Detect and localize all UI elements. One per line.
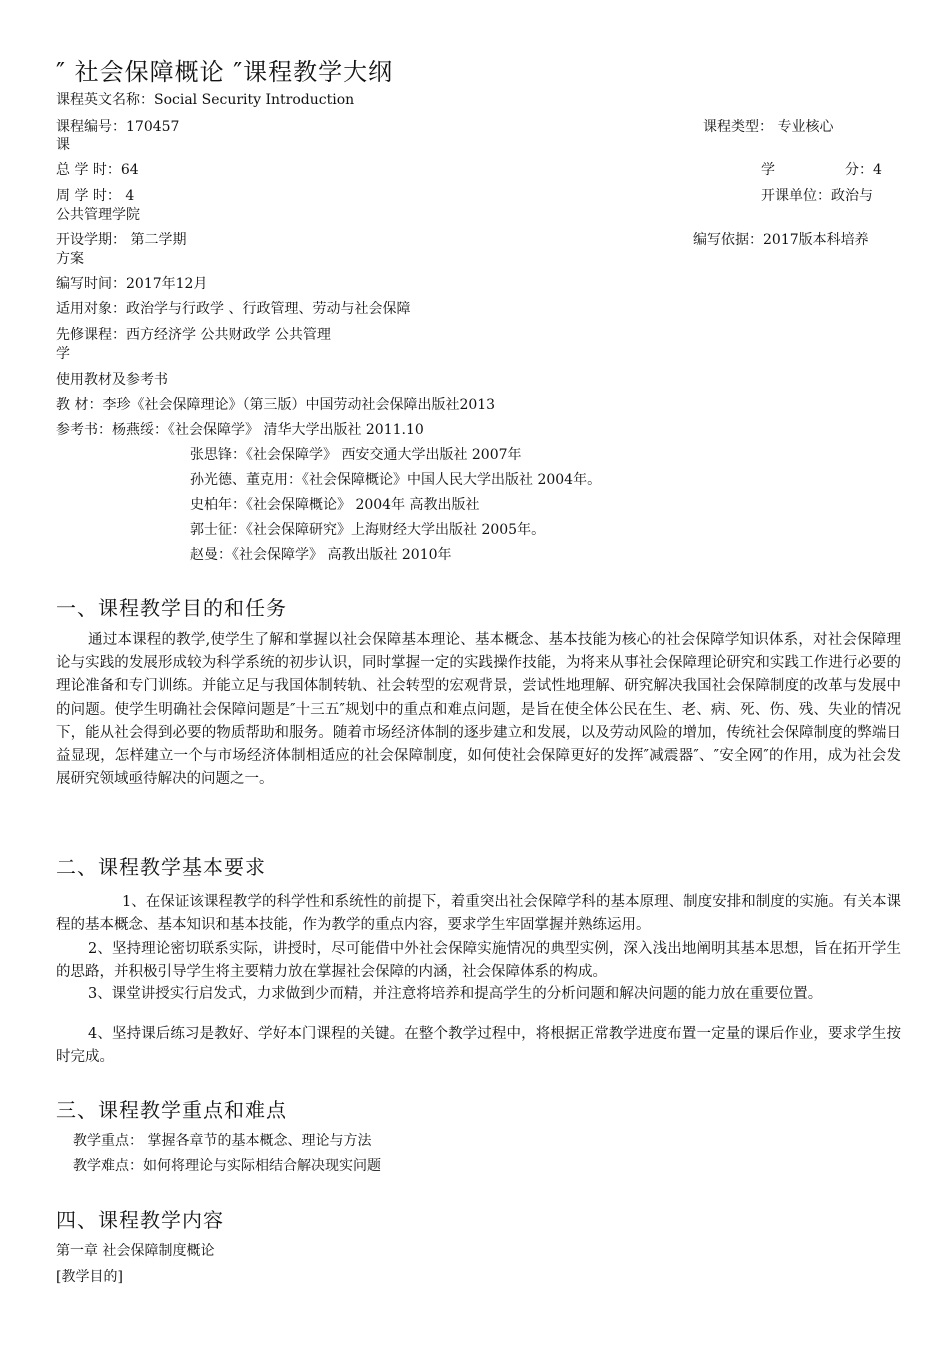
course-type: 课程类型： 专业核心 [703,119,834,135]
teaching-goal-label: [教学目的] [56,1269,123,1285]
written-date: 编写时间：2017年12月 [56,276,208,292]
english-name: 课程英文名称：Social Security Introduction [56,92,355,108]
credits-value: 分：4 [845,162,882,178]
course-type-wrap: 课 [56,137,70,153]
requirement-item: 3、课堂讲授实行启发式，力求做到少而精，并注意将培养和提高学生的分析问题和解决问题的能力放在重要位置。 [88,986,823,1002]
semester: 开设学期： 第二学期 [56,232,187,248]
course-code: 课程编号：170457 [56,119,180,135]
section-1-title: 一、课程教学目的和任务 [56,596,287,620]
writing-basis-wrap: 方案 [56,251,84,267]
reference-item: 郭士征：《社会保障研究》上海财经大学出版社 2005年。 [190,522,546,538]
teaching-difficulties: 教学难点：如何将理论与实际相结合解决现实问题 [73,1158,381,1174]
offering-unit-wrap: 公共管理学院 [56,207,140,223]
credits-label: 学 [761,162,775,178]
chapter-1-title: 第一章 社会保障制度概论 [56,1243,215,1259]
total-hours: 总 学 时：64 [56,162,139,178]
section-4-title: 四、课程教学内容 [56,1208,224,1232]
offering-unit: 开课单位：政治与 [761,188,873,204]
doc-title: ″ 社会保障概论 ″课程教学大纲 [56,58,394,86]
teaching-key-points: 教学重点： 掌握各章节的基本概念、理论与方法 [73,1133,372,1149]
section-1-body: 通过本课程的教学,使学生了解和掌握以社会保障基本理论、基本概念、基本技能为核心的社会保障学知识体系，对社会保障理论与实践的发展形成较为科学系统的初步认识，同时掌握一定的实践操作技能，为将来从事社会保障理论研究和实践工作进行必要的理论准备和专门训练。并能立足与我国体制转轨、社会转型的宏观背景，尝试性地理解、研究解决我国社会保障制度的改革与发展中的问题。使学生明确社会保障问题是″十三五″规划中的重点和难点问题，是旨在使全体公民在生、老、病、死、伤、残、失业的情况下，能从社会得到必要的物质帮助和服务。随着市场经济体制的逐步建立和发展，以及劳动风险的增加，传统社会保障制度的弊端日益显现，怎样建立一个与市场经济体制相适应的社会保障制度，如何使社会保障更好的发挥″减震器″、″安全网″的作用，成为社会发展研究领域亟待解决的问题之一。 [56,632,901,788]
requirement-item: 2、坚持理论密切联系实际，讲授时，尽可能借中外社会保障实施情况的典型实例，深入浅出地阐明其基本思想，旨在拓开学生的思路，并积极引导学生将主要精力放在掌握社会保障的内涵，社会保障体系的构成。 [56,941,901,980]
writing-basis: 编写依据：2017版本科培养 [693,232,869,248]
books-heading: 使用教材及参考书 [56,372,168,388]
requirement-item: 1、在保证该课程教学的科学性和系统性的前提下，着重突出社会保障学科的基本原理、制度安排和制度的实施。有关本课程的基本概念、基本知识和基本技能，作为教学的重点内容，要求学生牢固掌握并熟练运用。 [56,894,901,933]
textbook: 教 材：李珍《社会保障理论》（第三版）中国劳动社会保障出版社2013 [56,397,496,413]
weekly-hours: 周 学 时： 4 [56,188,135,204]
audience: 适用对象：政治学与行政学 、行政管理、劳动与社会保障 [56,301,411,317]
prerequisites-wrap: 学 [56,346,70,362]
section-2-title: 二、课程教学基本要求 [56,855,266,879]
reference-item: 赵曼：《社会保障学》 高教出版社 2010年 [190,547,452,563]
reference-item: 张思锋：《社会保障学》 西安交通大学出版社 2007年 [190,447,522,463]
prerequisites: 先修课程：西方经济学 公共财政学 公共管理 [56,327,331,343]
reference-lead: 参考书：杨燕绥：《社会保障学》 清华大学出版社 2011.10 [56,422,424,438]
reference-item: 孙光德、董克用：《社会保障概论》中国人民大学出版社 2004年。 [190,472,602,488]
reference-item: 史柏年：《社会保障概论》 2004年 高教出版社 [190,497,480,513]
section-3-title: 三、课程教学重点和难点 [56,1098,287,1122]
requirement-item: 4、坚持课后练习是教好、学好本门课程的关键。在整个教学过程中，将根据正常教学进度布置一定量的课后作业，要求学生按时完成。 [56,1026,901,1065]
